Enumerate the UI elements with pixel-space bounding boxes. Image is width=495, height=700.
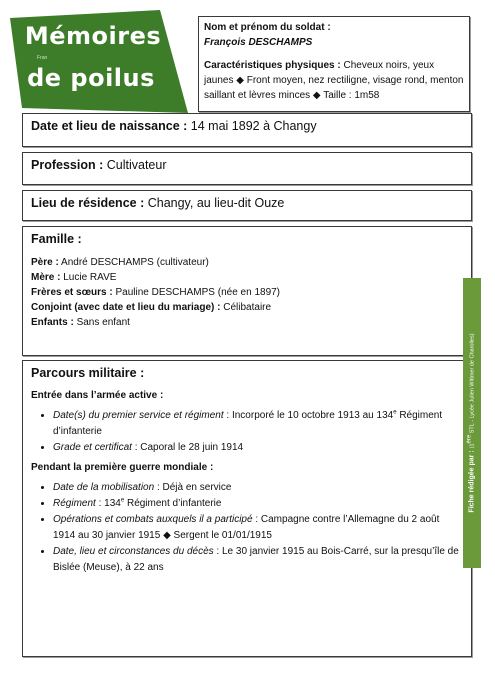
active-army-heading: Entrée dans l’armée active : <box>31 390 164 401</box>
list-item: • Grade et certificat : Caporal le 28 juin 1914 <box>53 440 463 456</box>
soldier-name-value: François DESCHAMPS <box>204 37 313 48</box>
birth-label: Date et lieu de naissance : <box>31 119 188 133</box>
author-side-tab <box>463 278 481 568</box>
military-title: Parcours militaire : <box>31 366 145 380</box>
logo-small-mark: Fran <box>37 55 48 61</box>
family-item-mother: Mère : Lucie RAVE <box>31 272 117 283</box>
physique-label: Caractéristiques physiques : <box>204 60 341 71</box>
list-item: • Régiment : 134e Régiment d’infanterie <box>53 496 463 512</box>
ww1-heading: Pendant la première guerre mondiale : <box>31 462 214 473</box>
family-title: Famille : <box>31 232 82 246</box>
memoires-de-poilus-logo <box>10 10 188 113</box>
residence-label: Lieu de résidence : <box>31 196 145 210</box>
family-item-siblings: Frères et sœurs : Pauline DESCHAMPS (née en 1897) <box>31 287 281 298</box>
logo-title-line1: Mémoires <box>24 22 162 50</box>
logo-title-line2: de poilus <box>27 64 155 92</box>
family-item-spouse: Conjoint (avec date et lieu du mariage) : Célibataire <box>31 302 272 313</box>
physique-block <box>204 58 464 103</box>
soldier-name-label: Nom et prénom du soldat : <box>204 22 331 33</box>
profession-box <box>22 152 472 185</box>
list-item: • Date de la mobilisation : Déjà en service <box>53 480 463 496</box>
residence-value: Changy, au lieu-dit Ouze <box>147 196 285 210</box>
list-item: • Date, lieu et circonstances du décès : Le 30 janvier 1915 au Bois-Carré, sur la presqu’île de Bislée (Meuse), à 22 ans <box>53 544 463 576</box>
physique-value: Cheveux noirs, yeux jaunes ◆ Front moyen, nez rectiligne, visage rond, menton saillant et lèvres minces ◆ Taille : 1m58 <box>204 60 464 101</box>
list-item: • Date(s) du premier service et régiment : Incorporé le 10 octobre 1913 au 134e Régiment d’infanterie <box>53 408 463 440</box>
ww1-list <box>31 480 463 576</box>
soldier-identity-box <box>198 16 470 112</box>
profession-value: Cultivateur <box>106 158 167 172</box>
residence-box <box>22 190 472 221</box>
birth-box <box>22 113 472 147</box>
military-career-box <box>22 360 472 657</box>
birth-value: 14 mai 1892 à Changy <box>190 119 317 133</box>
active-army-list <box>31 408 463 456</box>
family-box <box>22 226 472 356</box>
family-item-children: Enfants : Sans enfant <box>31 317 130 328</box>
profession-label: Profession : <box>31 158 104 172</box>
list-item: • Opérations et combats auxquels il a participé : Campagne contre l’Allemagne du 2 août 1914 au 30 janvier 1915 ◆ Sergent le 01/01/1915 <box>53 512 463 544</box>
family-item-father: Père : André DESCHAMPS (cultivateur) <box>31 257 209 268</box>
author-credit: Fiche rédigée par : (1ère STL - Lycée Julien Wittmer de Charolles) <box>466 333 476 513</box>
